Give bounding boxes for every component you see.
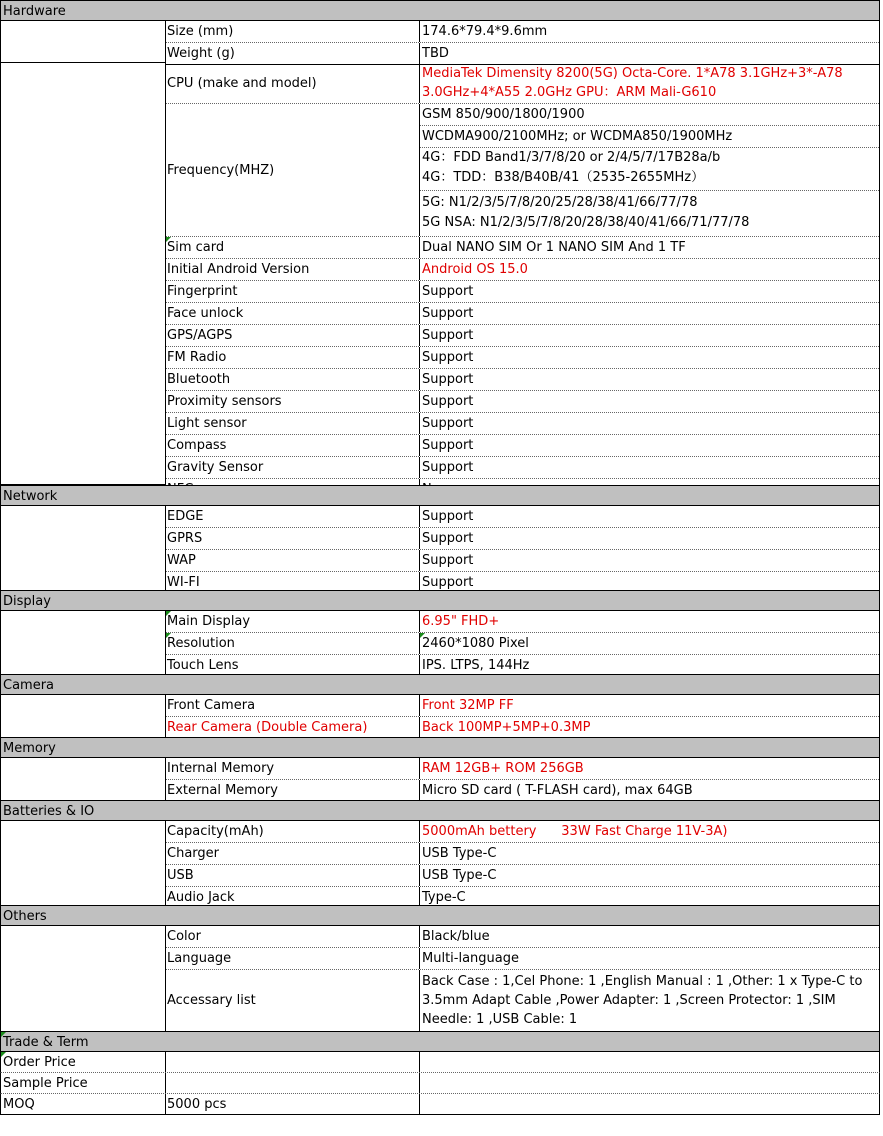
table-row bbox=[166, 926, 879, 948]
table-row bbox=[0, 1073, 880, 1094]
table-row bbox=[166, 528, 879, 550]
label-fingerprint: Fingerprint bbox=[166, 281, 420, 302]
section-network bbox=[0, 485, 880, 506]
table-row bbox=[166, 435, 879, 457]
label-wap: WAP bbox=[166, 550, 420, 571]
label-charger: Charger bbox=[166, 843, 420, 864]
value-face: Support bbox=[422, 306, 474, 321]
value-weight: TBD bbox=[422, 46, 449, 61]
value-sample-price bbox=[166, 1073, 420, 1093]
group-blank bbox=[1, 21, 166, 63]
camera-group bbox=[0, 695, 880, 737]
table-row bbox=[166, 104, 879, 237]
value-gps: Support bbox=[422, 328, 474, 343]
label-touch: Touch Lens bbox=[166, 655, 420, 676]
table-row bbox=[166, 865, 879, 887]
value-language: Multi-language bbox=[422, 951, 519, 966]
label-text: Sim card bbox=[167, 240, 225, 255]
table-row bbox=[166, 325, 879, 347]
value-size: 174.6*79.4*9.6mm bbox=[422, 24, 548, 39]
section-title: Trade & Term bbox=[3, 1035, 89, 1050]
value-android: Android OS 15.0 bbox=[422, 262, 528, 277]
label-resolution bbox=[166, 633, 420, 654]
label-light: Light sensor bbox=[166, 413, 420, 434]
label-front-camera: Front Camera bbox=[166, 695, 420, 716]
section-title: Others bbox=[3, 909, 47, 924]
group-blank bbox=[1, 695, 166, 737]
value-edge: Support bbox=[422, 509, 474, 524]
frequency-line: 4G：TDD：B38/B40B/41（2535-2655MHz） bbox=[422, 170, 705, 185]
section-others bbox=[0, 905, 880, 926]
value-gravity: Support bbox=[422, 460, 474, 475]
label-text: Resolution bbox=[167, 636, 235, 651]
label-internal-memory: Internal Memory bbox=[166, 758, 420, 779]
section-title: Batteries & IO bbox=[3, 804, 95, 819]
label-size: Size (mm) bbox=[166, 21, 420, 42]
label-sim bbox=[166, 237, 420, 258]
label-gps: GPS/AGPS bbox=[166, 325, 420, 346]
table-row bbox=[166, 506, 879, 528]
label-face: Face unlock bbox=[166, 303, 420, 324]
table-row bbox=[166, 281, 879, 303]
table-row bbox=[0, 1094, 880, 1115]
comment-marker bbox=[166, 611, 171, 616]
section-camera bbox=[0, 674, 880, 695]
group-blank bbox=[1, 821, 166, 905]
value-usb: USB Type-C bbox=[422, 868, 497, 883]
value-moq: 5000 pcs bbox=[166, 1094, 420, 1114]
frequency-line: 4G：FDD Band1/3/7/8/20 or 2/4/5/7/17B28a/b bbox=[422, 150, 721, 165]
label-order-price bbox=[1, 1052, 166, 1072]
frequency-line: GSM 850/900/1800/1900 bbox=[420, 104, 879, 126]
table-row bbox=[166, 391, 879, 413]
label-cpu: CPU (make and model) bbox=[166, 63, 420, 103]
label-fm: FM Radio bbox=[166, 347, 420, 368]
value-rear-camera: Back 100MP+5MP+0.3MP bbox=[422, 720, 591, 735]
table-row bbox=[166, 413, 879, 435]
label-proximity: Proximity sensors bbox=[166, 391, 420, 412]
comment-marker bbox=[166, 633, 171, 638]
label-external-memory: External Memory bbox=[166, 780, 420, 801]
label-frequency: Frequency(MHZ) bbox=[166, 104, 420, 236]
section-title: Memory bbox=[3, 741, 56, 756]
hardware-group-2 bbox=[0, 63, 880, 485]
network-group bbox=[0, 506, 880, 590]
table-row bbox=[166, 43, 879, 65]
label-sample-price: Sample Price bbox=[1, 1073, 166, 1093]
table-row bbox=[166, 611, 879, 633]
label-gprs: GPRS bbox=[166, 528, 420, 549]
table-row bbox=[166, 633, 879, 655]
memory-group bbox=[0, 758, 880, 800]
label-gravity: Gravity Sensor bbox=[166, 457, 420, 478]
value-front-camera: Front 32MP FF bbox=[422, 698, 514, 713]
section-hardware bbox=[0, 0, 880, 21]
hardware-group-1 bbox=[0, 21, 880, 63]
table-row bbox=[166, 843, 879, 865]
label-bluetooth: Bluetooth bbox=[166, 369, 420, 390]
value-fm: Support bbox=[422, 350, 474, 365]
value-wifi: Support bbox=[422, 575, 474, 590]
table-row bbox=[166, 237, 879, 259]
frequency-5g bbox=[420, 191, 879, 235]
frequency-4g bbox=[420, 148, 879, 191]
label-android: Initial Android Version bbox=[166, 259, 420, 280]
batteries-group bbox=[0, 821, 880, 905]
note-moq bbox=[420, 1094, 879, 1114]
section-display bbox=[0, 590, 880, 611]
value-frequency bbox=[420, 104, 879, 236]
value-fingerprint: Support bbox=[422, 284, 474, 299]
table-row bbox=[166, 655, 879, 676]
section-title: Camera bbox=[3, 678, 55, 693]
comment-marker bbox=[166, 237, 171, 242]
group-blank bbox=[1, 506, 166, 590]
value-external-memory: Micro SD card ( T-FLASH card), max 64GB bbox=[422, 783, 693, 798]
table-row bbox=[166, 948, 879, 970]
table-row bbox=[166, 970, 879, 1031]
table-row bbox=[166, 369, 879, 391]
value-touch: IPS. LTPS, 144Hz bbox=[422, 658, 530, 673]
group-blank bbox=[1, 758, 166, 800]
value-main-display: 6.95" FHD+ bbox=[422, 614, 500, 629]
value-order-price bbox=[166, 1052, 420, 1072]
comment-marker bbox=[1, 1032, 6, 1037]
label-moq: MOQ bbox=[1, 1094, 166, 1114]
note-sample-price bbox=[420, 1073, 879, 1093]
value-color: Black/blue bbox=[422, 929, 490, 944]
comment-marker bbox=[1, 1052, 6, 1057]
value-cpu: MediaTek Dimensity 8200(5G) Octa-Core. 1*A78 3.1GHz+3*-A78 3.0GHz+4*A55 2.0GHz GPU：ARM Mali-G610 bbox=[422, 66, 843, 100]
value-sim: Dual NANO SIM Or 1 NANO SIM And 1 TF bbox=[422, 240, 686, 255]
table-row bbox=[166, 717, 879, 738]
table-row bbox=[166, 457, 879, 479]
label-color: Color bbox=[166, 926, 420, 947]
label-edge: EDGE bbox=[166, 506, 420, 527]
group-blank bbox=[1, 63, 166, 485]
frequency-line: 5G NSA: N1/2/3/5/7/8/20/28/38/40/41/66/71/77/78 bbox=[422, 215, 750, 230]
label-compass: Compass bbox=[166, 435, 420, 456]
group-blank bbox=[1, 926, 166, 1031]
section-memory bbox=[0, 737, 880, 758]
table-row bbox=[166, 780, 879, 801]
group-blank bbox=[1, 611, 166, 674]
table-row bbox=[166, 347, 879, 369]
value-capacity: 5000mAh bettery 33W Fast Charge 11V-3A) bbox=[422, 824, 728, 839]
value-light: Support bbox=[422, 416, 474, 431]
table-row bbox=[166, 303, 879, 325]
label-main-display bbox=[166, 611, 420, 632]
value-charger: USB Type-C bbox=[422, 846, 497, 861]
label-text: Main Display bbox=[167, 614, 251, 629]
label-text: Order Price bbox=[3, 1055, 76, 1070]
section-title: Network bbox=[3, 489, 58, 504]
label-wifi: WI-FI bbox=[166, 572, 420, 593]
section-trade bbox=[0, 1031, 880, 1052]
table-row bbox=[166, 550, 879, 572]
table-row bbox=[166, 21, 879, 43]
table-row bbox=[0, 1052, 880, 1073]
frequency-line: 5G: N1/2/3/5/7/8/20/25/28/38/41/66/77/78 bbox=[422, 195, 698, 210]
table-row bbox=[166, 259, 879, 281]
section-title: Display bbox=[3, 594, 51, 609]
display-group bbox=[0, 611, 880, 674]
table-row bbox=[166, 758, 879, 780]
table-row bbox=[166, 821, 879, 843]
note-order-price bbox=[420, 1052, 879, 1072]
frequency-line: WCDMA900/2100MHz; or WCDMA850/1900MHz bbox=[420, 126, 879, 148]
value-wap: Support bbox=[422, 553, 474, 568]
label-audio: Audio Jack bbox=[166, 887, 420, 908]
others-group bbox=[0, 926, 880, 1031]
label-capacity: Capacity(mAh) bbox=[166, 821, 420, 842]
value-audio: Type-C bbox=[422, 890, 466, 905]
value-text: 2460*1080 Pixel bbox=[422, 636, 529, 651]
value-accessary: Back Case : 1,Cel Phone: 1 ,English Manual : 1 ,Other: 1 x Type-C to 3.5mm Adapt Cable ,Power Adapter: 1 ,Screen Protector: 1 ,SIM Needle: 1 ,USB Cable: 1 bbox=[422, 974, 863, 1027]
value-gprs: Support bbox=[422, 531, 474, 546]
value-bluetooth: Support bbox=[422, 372, 474, 387]
value-internal-memory: RAM 12GB+ ROM 256GB bbox=[422, 761, 584, 776]
section-title: Hardware bbox=[3, 4, 66, 19]
value-compass: Support bbox=[422, 438, 474, 453]
label-rear-camera: Rear Camera (Double Camera) bbox=[166, 717, 420, 738]
comment-marker bbox=[420, 633, 425, 638]
label-usb: USB bbox=[166, 865, 420, 886]
table-row bbox=[166, 695, 879, 717]
value-resolution bbox=[420, 633, 879, 654]
value-proximity: Support bbox=[422, 394, 474, 409]
label-language: Language bbox=[166, 948, 420, 969]
table-row bbox=[166, 63, 879, 104]
label-weight: Weight (g) bbox=[166, 43, 420, 64]
section-batteries bbox=[0, 800, 880, 821]
label-accessary: Accessary list bbox=[166, 970, 420, 1031]
